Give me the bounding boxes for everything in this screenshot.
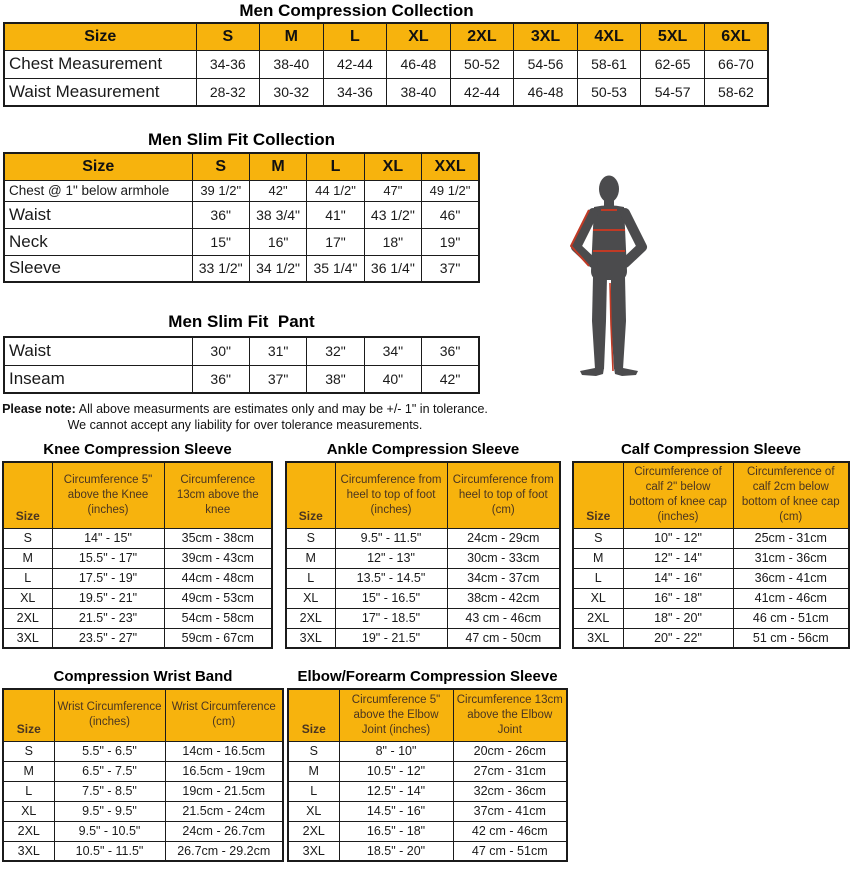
value-cell: 47" [364,180,421,201]
column-header: Circumference from heel to top of foot (cm) [447,462,560,528]
column-header: XXL [422,153,479,180]
table-row [286,568,560,588]
row-label-cell: Sleeve [4,255,192,282]
value-cell: 47 cm - 51cm [453,841,567,861]
ankle-sleeve-title: Ankle Compression Sleeve [326,441,520,458]
value-cell: 49cm - 53cm [164,588,272,608]
value-cell: 21.5" - 23" [52,608,164,628]
table-row [4,78,768,106]
value-cell: 18" [364,228,421,255]
table-row [573,568,849,588]
table-row [288,841,567,861]
value-cell: 14.5" - 16" [339,801,453,821]
calf-sleeve-table [572,461,850,649]
value-cell: 15" - 16.5" [335,588,447,608]
wrist-band-table [2,688,284,862]
row-label-cell: 2XL [288,821,339,841]
value-cell: 19cm - 21.5cm [165,781,283,801]
value-cell: 36" [422,337,479,365]
figure-left-leg [592,277,607,369]
value-cell: 44 1/2" [307,180,364,201]
column-header: XL [387,23,451,50]
table-row [3,568,272,588]
value-cell: 6.5" - 7.5" [54,761,165,781]
column-header: Circumference 13cm above the Elbow Joint [453,689,567,741]
row-label-cell: 3XL [3,628,52,648]
value-cell: 19" [422,228,479,255]
value-cell: 21.5cm - 24cm [165,801,283,821]
row-label-cell: XL [3,801,54,821]
value-cell: 12.5" - 14" [339,781,453,801]
row-label-cell: 2XL [3,821,54,841]
value-cell: 15" [192,228,249,255]
value-cell: 38 3/4" [249,201,306,228]
value-cell: 16" - 18" [623,588,733,608]
table-row [3,741,283,761]
row-label-cell: Neck [4,228,192,255]
table-row [3,781,283,801]
value-cell: 41cm - 46cm [733,588,849,608]
value-cell: 14cm - 16.5cm [165,741,283,761]
row-label-cell: L [573,568,623,588]
tolerance-note-line2: We cannot accept any liability for over tolerance measurements. [67,418,423,432]
row-label-cell: L [3,781,54,801]
table-row [286,548,560,568]
value-cell: 32cm - 36cm [453,781,567,801]
column-header: Circumference of calf 2cm below bottom of knee cap (cm) [733,462,849,528]
row-label-cell: 3XL [3,841,54,861]
value-cell: 26.7cm - 29.2cm [165,841,283,861]
value-cell: 31cm - 36cm [733,548,849,568]
value-cell: 36" [192,365,249,393]
row-label-cell: XL [286,588,335,608]
row-label-cell: 3XL [286,628,335,648]
value-cell: 40" [364,365,421,393]
elbow-sleeve-table [287,688,568,862]
value-cell: 7.5" - 8.5" [54,781,165,801]
table-row [4,228,479,255]
value-cell: 10" - 12" [623,528,733,548]
table-row [4,365,479,393]
value-cell: 14" - 15" [52,528,164,548]
value-cell: 28-32 [196,78,260,106]
row-label-cell: M [288,761,339,781]
slim-fit-pant-table [3,336,480,394]
row-label-cell: L [288,781,339,801]
column-header: Size [288,689,339,741]
row-label-cell: S [286,528,335,548]
row-label-cell: M [3,548,52,568]
value-cell: 51 cm - 56cm [733,628,849,648]
table-row [288,761,567,781]
row-label-cell: S [3,528,52,548]
value-cell: 38" [307,365,364,393]
column-header: M [260,23,324,50]
table-row [286,628,560,648]
value-cell: 27cm - 31cm [453,761,567,781]
value-cell: 42-44 [450,78,514,106]
table-row [286,608,560,628]
column-header: Size [4,153,192,180]
value-cell: 30-32 [260,78,324,106]
table-row [3,528,272,548]
value-cell: 19" - 21.5" [335,628,447,648]
table-row [3,761,283,781]
value-cell: 9.5" - 9.5" [54,801,165,821]
value-cell: 44cm - 48cm [164,568,272,588]
row-label-cell: L [3,568,52,588]
row-label-cell: Waist [4,201,192,228]
value-cell: 10.5" - 11.5" [54,841,165,861]
value-cell: 20" - 22" [623,628,733,648]
value-cell: 37" [249,365,306,393]
column-header: Size [573,462,623,528]
knee-sleeve-table [2,461,273,649]
column-header: Size [4,23,196,50]
table-row [288,801,567,821]
value-cell: 10.5" - 12" [339,761,453,781]
value-cell: 66-70 [704,50,768,78]
row-label-cell: M [286,548,335,568]
column-header: L [323,23,387,50]
column-header: M [249,153,306,180]
row-label-cell: 3XL [288,841,339,861]
figure-right-arm [625,213,642,263]
slim-fit-collection-title: Men Slim Fit Collection [147,130,335,149]
value-cell: 46-48 [387,50,451,78]
value-cell: 17" [307,228,364,255]
table-row [4,50,768,78]
value-cell: 42 cm - 46cm [453,821,567,841]
value-cell: 30cm - 33cm [447,548,560,568]
column-header: 2XL [450,23,514,50]
row-label-cell: M [573,548,623,568]
figure-left-foot [580,368,604,376]
table-row [3,588,272,608]
compression-collection-table [3,22,769,107]
value-cell: 5.5" - 6.5" [54,741,165,761]
column-header: L [307,153,364,180]
value-cell: 38-40 [260,50,324,78]
row-label-cell: 2XL [3,608,52,628]
value-cell: 59cm - 67cm [164,628,272,648]
table-row [3,628,272,648]
column-header: XL [364,153,421,180]
value-cell: 24cm - 29cm [447,528,560,548]
value-cell: 23.5" - 27" [52,628,164,648]
value-cell: 17" - 18.5" [335,608,447,628]
table-row [3,841,283,861]
tolerance-note-line1: Please note: All above measurments are estimates only and may be +/- 1" in tolerance. [2,402,488,416]
value-cell: 33 1/2" [192,255,249,282]
table-row [573,528,849,548]
value-cell: 62-65 [641,50,705,78]
table-row [573,628,849,648]
row-label-cell: XL [573,588,623,608]
value-cell: 46 cm - 51cm [733,608,849,628]
table-row [288,821,567,841]
value-cell: 31" [249,337,306,365]
table-row [288,741,567,761]
column-header: S [192,153,249,180]
column-header: 5XL [641,23,705,50]
row-label-cell: Chest @ 1" below armhole [4,180,192,201]
value-cell: 36" [192,201,249,228]
table-row [3,548,272,568]
table-row [573,608,849,628]
value-cell: 42" [249,180,306,201]
column-header: 6XL [704,23,768,50]
value-cell: 16.5" - 18" [339,821,453,841]
value-cell: 37" [422,255,479,282]
knee-sleeve-title: Knee Compression Sleeve [43,441,232,458]
tolerance-note [0,401,490,433]
column-header: 4XL [577,23,641,50]
column-header: Size [286,462,335,528]
column-header: S [196,23,260,50]
row-label-cell: Inseam [4,365,192,393]
value-cell: 18" - 20" [623,608,733,628]
value-cell: 34-36 [323,78,387,106]
value-cell: 19.5" - 21" [52,588,164,608]
value-cell: 38-40 [387,78,451,106]
table-row [286,528,560,548]
row-label-cell: 3XL [573,628,623,648]
table-row [286,588,560,608]
figure-right-foot [614,368,638,376]
male-silhouette-figure [566,175,652,387]
value-cell: 9.5" - 10.5" [54,821,165,841]
value-cell: 13.5" - 14.5" [335,568,447,588]
value-cell: 35 1/4" [307,255,364,282]
value-cell: 32" [307,337,364,365]
value-cell: 36cm - 41cm [733,568,849,588]
value-cell: 16" [249,228,306,255]
row-label-cell: Chest Measurement [4,50,196,78]
row-label-cell: 2XL [286,608,335,628]
value-cell: 58-62 [704,78,768,106]
column-header: Circumference of calf 2" below bottom of knee cap (inches) [623,462,733,528]
table-row [573,588,849,608]
value-cell: 42-44 [323,50,387,78]
value-cell: 30" [192,337,249,365]
value-cell: 50-53 [577,78,641,106]
value-cell: 15.5" - 17" [52,548,164,568]
column-header: 3XL [514,23,578,50]
column-header: Wrist Circumference (cm) [165,689,283,741]
row-label-cell: 2XL [573,608,623,628]
ankle-sleeve-table [285,461,561,649]
table-row [4,337,479,365]
value-cell: 14" - 16" [623,568,733,588]
value-cell: 34" [364,337,421,365]
value-cell: 16.5cm - 19cm [165,761,283,781]
value-cell: 50-52 [450,50,514,78]
value-cell: 39 1/2" [192,180,249,201]
table-row [288,781,567,801]
value-cell: 34 1/2" [249,255,306,282]
value-cell: 36 1/4" [364,255,421,282]
row-label-cell: S [3,741,54,761]
column-header: Wrist Circumference (inches) [54,689,165,741]
value-cell: 9.5" - 11.5" [335,528,447,548]
column-header: Circumference from heel to top of foot (inches) [335,462,447,528]
row-label-cell: XL [288,801,339,821]
compression-collection-title: Men Compression Collection [239,1,474,20]
value-cell: 43 1/2" [364,201,421,228]
value-cell: 39cm - 43cm [164,548,272,568]
value-cell: 34cm - 37cm [447,568,560,588]
table-row [4,201,479,228]
value-cell: 12" - 14" [623,548,733,568]
value-cell: 38cm - 42cm [447,588,560,608]
value-cell: 42" [422,365,479,393]
slim-fit-pant-title: Men Slim Fit Pant [168,312,315,331]
value-cell: 17.5" - 19" [52,568,164,588]
slim-fit-collection-table [3,152,480,283]
column-header: Circumference 5" above the Elbow Joint (inches) [339,689,453,741]
table-row [4,180,479,201]
value-cell: 24cm - 26.7cm [165,821,283,841]
row-label-cell: M [3,761,54,781]
value-cell: 35cm - 38cm [164,528,272,548]
table-row [3,801,283,821]
row-label-cell: S [573,528,623,548]
value-cell: 41" [307,201,364,228]
value-cell: 58-61 [577,50,641,78]
value-cell: 20cm - 26cm [453,741,567,761]
value-cell: 46-48 [514,78,578,106]
figure-right-leg [611,277,626,369]
value-cell: 12" - 13" [335,548,447,568]
value-cell: 37cm - 41cm [453,801,567,821]
column-header: Size [3,462,52,528]
value-cell: 49 1/2" [422,180,479,201]
row-label-cell: XL [3,588,52,608]
table-row [573,548,849,568]
value-cell: 54cm - 58cm [164,608,272,628]
value-cell: 54-56 [514,50,578,78]
value-cell: 43 cm - 46cm [447,608,560,628]
row-label-cell: S [288,741,339,761]
table-row [3,821,283,841]
value-cell: 46" [422,201,479,228]
value-cell: 25cm - 31cm [733,528,849,548]
value-cell: 47 cm - 50cm [447,628,560,648]
elbow-sleeve-title: Elbow/Forearm Compression Sleeve [297,668,558,685]
column-header: Circumference 5" above the Knee (inches) [52,462,164,528]
value-cell: 34-36 [196,50,260,78]
column-header: Circumference 13cm above the knee [164,462,272,528]
wrist-band-title: Compression Wrist Band [53,668,233,685]
tolerance-note-label: Please note: [2,402,76,416]
column-header: Size [3,689,54,741]
table-row [4,255,479,282]
row-label-cell: L [286,568,335,588]
table-row [3,608,272,628]
value-cell: 54-57 [641,78,705,106]
row-label-cell: Waist [4,337,192,365]
calf-sleeve-title: Calf Compression Sleeve [620,441,802,458]
row-label-cell: Waist Measurement [4,78,196,106]
value-cell: 8" - 10" [339,741,453,761]
value-cell: 18.5" - 20" [339,841,453,861]
